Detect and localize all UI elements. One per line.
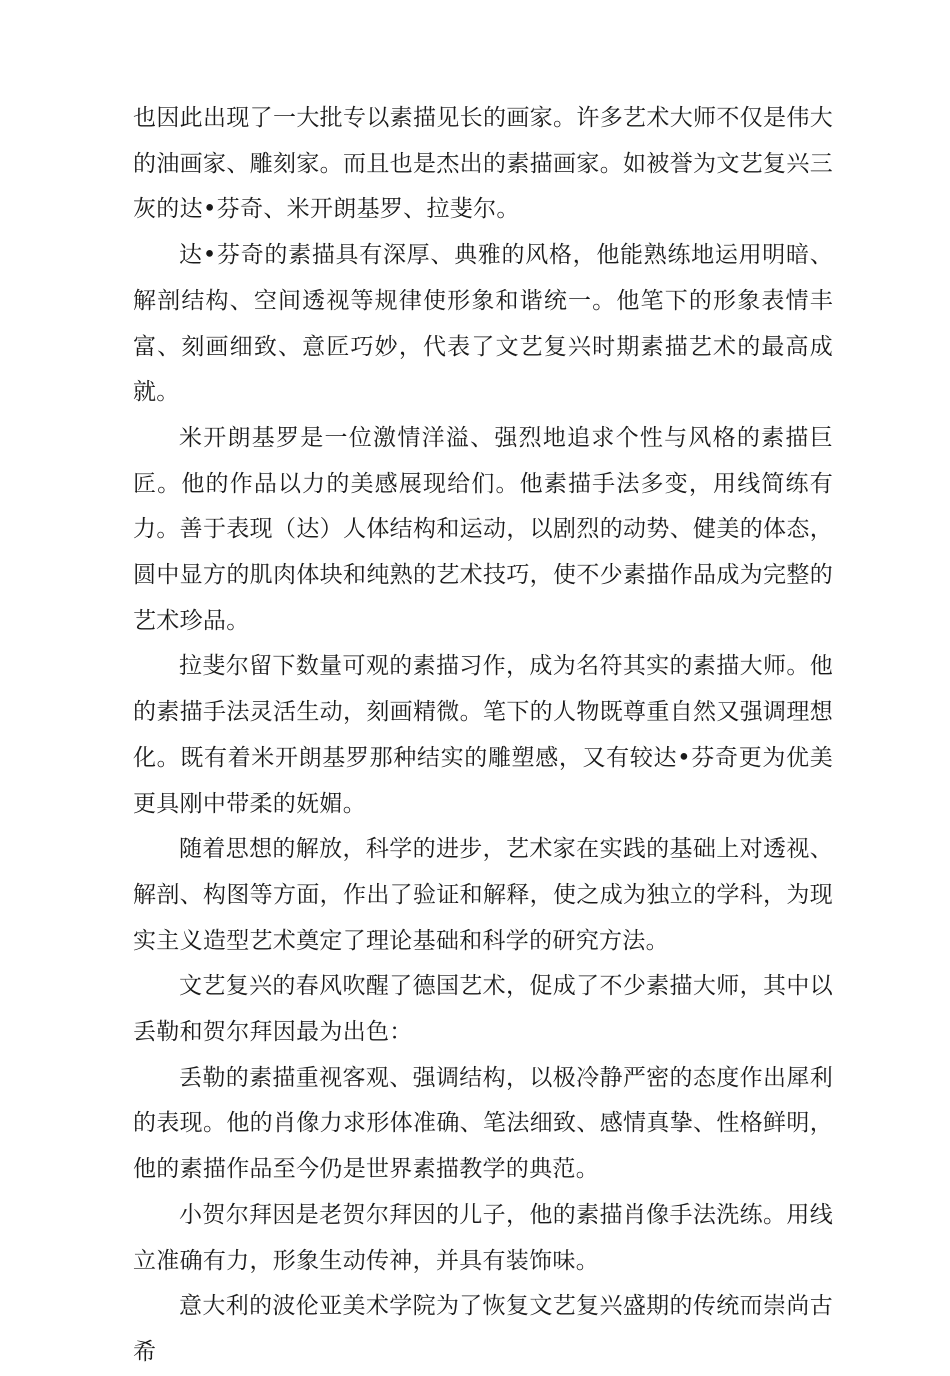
paragraph-9: 意大利的波伦亚美术学院为了恢复文艺复兴盛期的传统而崇尚古希 (133, 1293, 833, 1365)
paragraph-3: 米开朗基罗是一位激情洋溢、强烈地追求个性与风格的素描巨匠。他的作品以力的美感展现给们。他素描手法多变，用线简练有力。善于表现（达）人体结构和运动，以剧烈的动势、健美的体态，圆中显方的肌肉体块和纯熟的艺术技巧，使不少素描作品成为完整的艺术珍品。 (133, 424, 833, 634)
paragraph-8: 小贺尔拜因是老贺尔拜因的儿子，他的素描肖像手法洗练。用线立准确有力，形象生动传神，并具有装饰味。 (133, 1201, 833, 1274)
paragraph-4: 拉斐尔留下数量可观的素描习作，成为名符其实的素描大师。他的素描手法灵活生动，刻画精微。笔下的人物既尊重自然又强调理想化。既有着米开朗基罗那种结实的雕塑感，又有较达•芬奇更为优美更具刚中带柔的妩媚。 (133, 653, 833, 817)
body-text (133, 96, 833, 1376)
paragraph-7: 丢勒的素描重视客观、强调结构，以极冷静严密的态度作出犀利的表现。他的肖像力求形体准确、笔法细致、感情真挚、性格鲜明，他的素描作品至今仍是世界素描教学的典范。 (133, 1064, 833, 1183)
paragraph-1: 也因此出现了一大批专以素描见长的画家。许多艺术大师不仅是伟大的油画家、雕刻家。而且也是杰出的素描画家。如被誉为文艺复兴三灰的达•芬奇、米开朗基罗、拉斐尔。 (133, 105, 833, 223)
paragraph-2: 达•芬奇的素描具有深厚、典雅的风格，他能熟练地运用明暗、解剖结构、空间透视等规律使形象和谐统一。他笔下的形象表情丰富、刻画细致、意匠巧妙，代表了文艺复兴时期素描艺术的最高成就。 (133, 242, 833, 406)
paragraph-5: 随着思想的解放，科学的进步，艺术家在实践的基础上对透视、解剖、构图等方面，作出了验证和解释，使之成为独立的学科，为现实主义造型艺术奠定了理论基础和科学的研究方法。 (133, 836, 833, 954)
paragraph-6: 文艺复兴的春风吹醒了德国艺术，促成了不少素描大师，其中以丢勒和贺尔拜因最为出色： (133, 973, 833, 1046)
